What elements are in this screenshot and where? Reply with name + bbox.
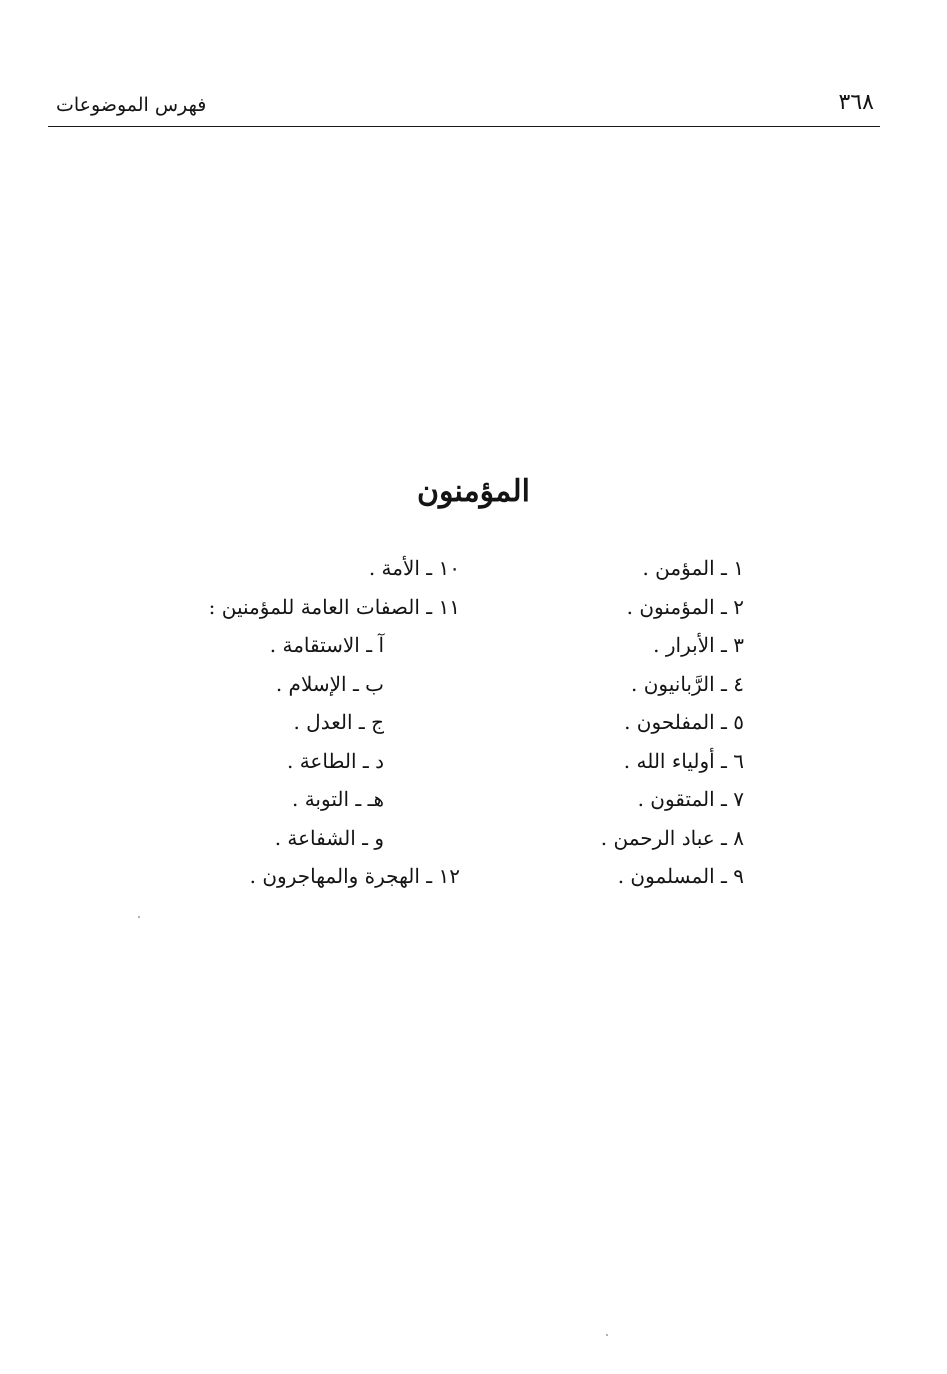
running-title: فهرس الموضوعات bbox=[56, 94, 207, 116]
toc-entry: ٦ ـ أولياء الله . bbox=[623, 748, 744, 773]
toc-entry: ١٢ ـ الهجرة والمهاجرون . bbox=[249, 864, 460, 888]
toc-subentry: و ـ الشفاعة . bbox=[274, 825, 384, 850]
toc-subentry: هـ ـ التوبة . bbox=[291, 787, 384, 811]
toc-entry: ١١ ـ الصفات العامة للمؤمنين : bbox=[208, 594, 460, 619]
toc-subentry: د ـ الطاعة . bbox=[286, 748, 384, 773]
section-title: المؤمنون bbox=[417, 474, 530, 509]
toc-right-column bbox=[544, 549, 744, 896]
toc-entry: ٢ ـ المؤمنون . bbox=[626, 594, 744, 619]
scan-speck bbox=[138, 916, 140, 918]
toc-subentry: ب ـ الإسلام . bbox=[275, 671, 384, 696]
toc-entry: ٧ ـ المتقون . bbox=[637, 787, 744, 811]
toc-entry: ٩ ـ المسلمون . bbox=[617, 864, 744, 888]
toc-left-column bbox=[160, 549, 460, 896]
toc-entry: ١ ـ المؤمن . bbox=[642, 556, 744, 580]
running-header bbox=[48, 88, 880, 127]
toc-entry: ٣ ـ الأبرار . bbox=[653, 633, 744, 657]
toc-entry: ٨ ـ عباد الرحمن . bbox=[600, 825, 744, 850]
toc-entry: ٤ ـ الرَّبانيون . bbox=[630, 671, 744, 696]
scan-speck bbox=[606, 1334, 608, 1336]
toc-subentry: ج ـ العدل . bbox=[293, 710, 384, 734]
page-number: ٣٦٨ bbox=[838, 90, 874, 115]
toc-entry: ١٠ ـ الأمة . bbox=[368, 556, 460, 580]
toc-entry: ٥ ـ المفلحون . bbox=[624, 710, 744, 734]
toc-subentry: آ ـ الاستقامة . bbox=[269, 633, 384, 657]
